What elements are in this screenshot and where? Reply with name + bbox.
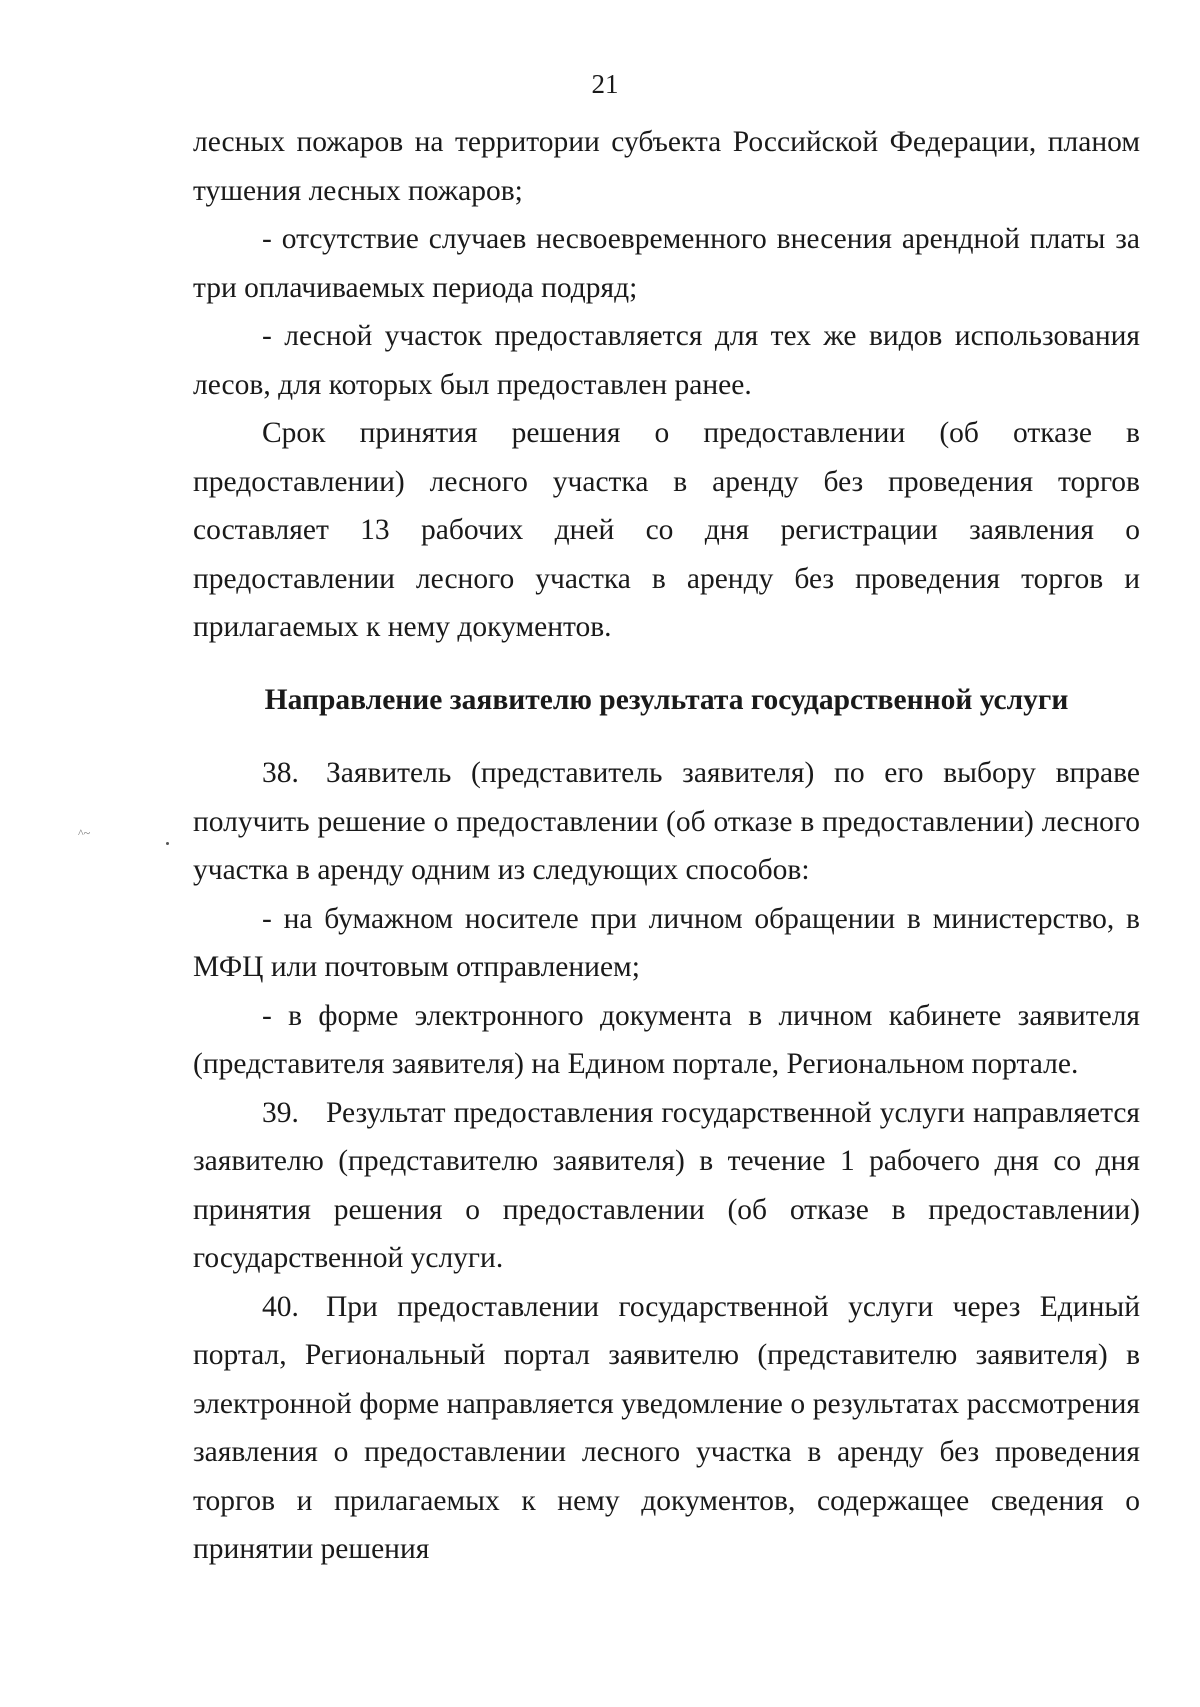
clause-40 xyxy=(193,1283,1140,1574)
scan-artifact-dot xyxy=(166,842,169,845)
paragraph-no-late-payment: - отсутствие случаев несвоевременного внесения арендной платы за три оплачиваемых периода подряд; xyxy=(193,223,1140,304)
clause-38-option-paper: - на бумажном носителе при личном обращении в министерство, в МФЦ или почтовым отправлением; xyxy=(193,902,1140,983)
clause-38-number: 38. xyxy=(262,757,299,789)
page-number: 21 xyxy=(591,69,619,99)
clause-40-number: 40. xyxy=(262,1290,299,1323)
paragraph-decision-term: Срок принятия решения о предоставлении (об отказе в предоставлении) лесного участка в аренду без проведения торгов составляет 13 рабочих дней со дня регистрации заявления о предоставлении лесного участка в аренду без проведения торгов и прилагаемых к нему документов. xyxy=(193,417,1140,643)
clause-38 xyxy=(193,749,1140,895)
clause-39-text: Результат предоставления государственной услуги направляется заявителю (представителю заявителя) в течение 1 рабочего дня со дня принятия решения о предоставлении (об отказе в предоставлении) государственной услуги. xyxy=(193,1096,1140,1274)
clause-39 xyxy=(193,1089,1140,1283)
clause-40-text: При предоставлении государственной услуги через Единый портал, Региональный портал заявителю (представителю заявителя) в электронной форме направляется уведомление о результатах рассмотрения заявления о предоставлении лесного участка в аренду без проведения торгов и прилагаемых к нему документов, содержащее сведения о принятии решения xyxy=(193,1290,1140,1565)
scan-artifact-mark: ^~ xyxy=(78,826,91,840)
paragraph-fire-plan: лесных пожаров на территории субъекта Российской Федерации, планом тушения лесных пожаров; xyxy=(193,126,1140,207)
clause-38-option-electronic: - в форме электронного документа в личном кабинете заявителя (представителя заявителя) на Едином портале, Региональном портале. xyxy=(193,999,1140,1080)
clause-38-text: Заявитель (представитель заявителя) по его выбору вправе получить решение о предоставлении (об отказе в предоставлении) лесного участка в аренду одним из следующих способов: xyxy=(193,757,1140,886)
section-heading: Направление заявителю результата государственной услуги xyxy=(264,683,1069,716)
page-content xyxy=(193,118,1140,1574)
clause-39-number: 39. xyxy=(262,1096,299,1129)
paragraph-same-forest-use: - лесной участок предоставляется для тех же видов использования лесов, для которых был предоставлен ранее. xyxy=(193,320,1140,401)
